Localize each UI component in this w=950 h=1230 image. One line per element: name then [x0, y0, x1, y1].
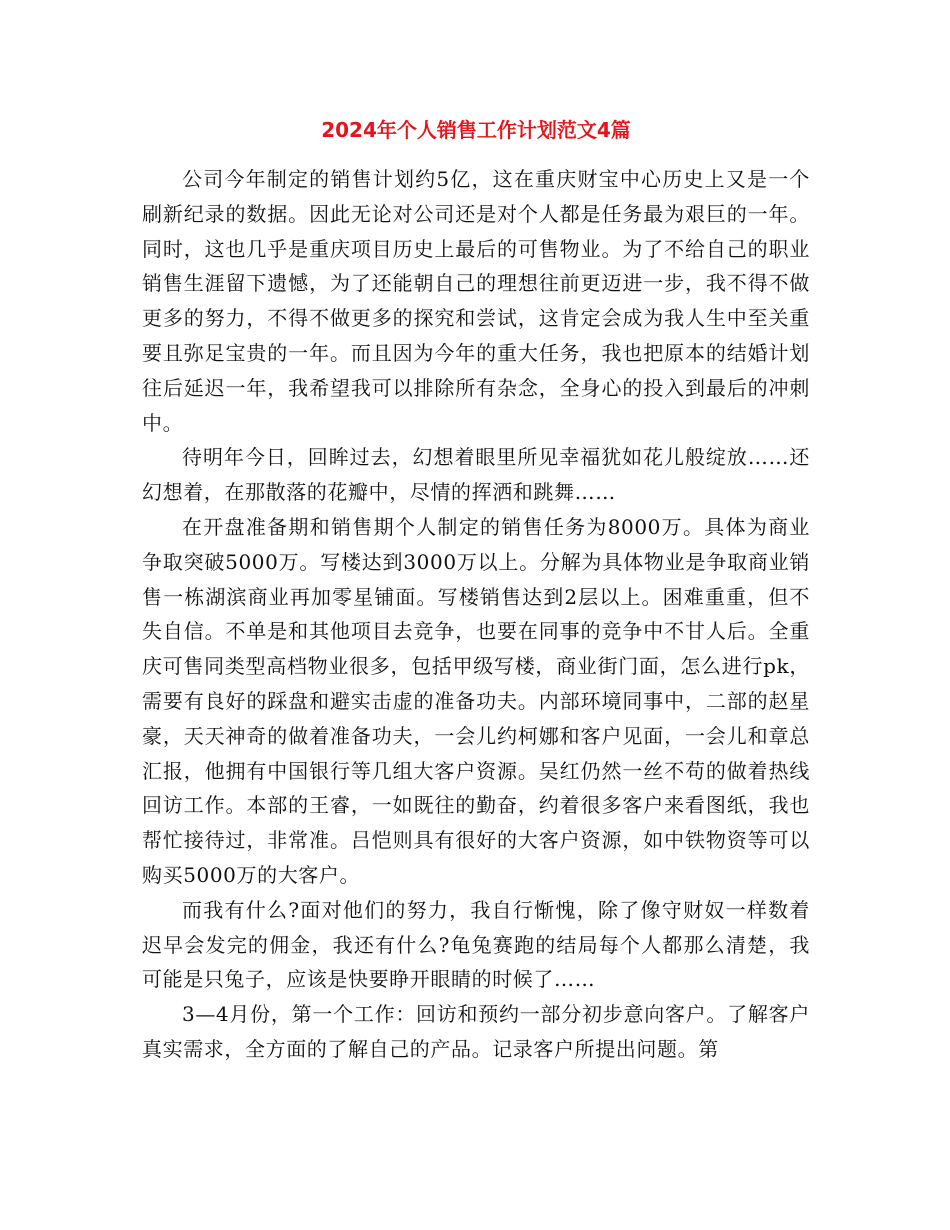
paragraph-1: 公司今年制定的销售计划约5亿，这在重庆财宝中心历史上又是一个刷新纪录的数据。因此无论对公司还是对个人都是任务最为艰巨的一年。同时，这也几乎是重庆项目历史上最后的可售物业。为了不给自己的职业销售生涯留下遗憾，为了还能朝自己的理想往前更迈进一步，我不得不做更多的努力，不得不做更多的探究和尝试，这肯定会成为我人生中至关重要且弥足宝贵的一年。而且因为今年的重大任务，我也把原本的结婚计划往后延迟一年，我希望我可以排除所有杂念，全身心的投入到最后的冲刺中。 [142, 167, 810, 435]
paragraph-5: 3—4月份，第一个工作：回访和预约一部分初步意向客户。了解客户真实需求，全方面的了解自己的产品。记录客户所提出问题。第 [142, 1002, 810, 1061]
paragraph-2: 待明年今日，回眸过去，幻想着眼里所见幸福犹如花儿般绽放……还幻想着，在那散落的花瓣中，尽情的挥洒和跳舞…… [142, 445, 810, 505]
paragraph-4: 而我有什么?面对他们的努力，我自行惭愧，除了像守财奴一样数着迟早会发完的佣金，我还有什么?龟兔赛跑的结局每个人都那么清楚，我可能是只兔子，应该是快要睁开眼睛的时候了…… [142, 897, 810, 992]
document-title: 2024年个人销售工作计划范文4篇 [321, 118, 631, 142]
paragraph-3: 在开盘准备期和销售期个人制定的销售任务为8000万。具体为商业争取突破5000万。写楼达到3000万以上。分解为具体物业是争取商业销售一栋湖滨商业再加零星铺面。写楼销售达到2层以上。困难重重，但不失自信。不单是和其他项目去竞争，也要在同事的竞争中不甘人后。全重庆可售同类型高档物业很多，包括甲级写楼，商业街门面，怎么进行pk，需要有良好的踩盘和避实击虚的准备功夫。内部环境同事中，二部的赵星豪，天天神奇的做着准备功夫，一会儿约柯娜和客户见面，一会儿和章总汇报，他拥有中国银行等几组大客户资源。吴红仍然一丝不苟的做着热线回访工作。本部的王睿，一如既往的勤奋，约着很多客户来看图纸，我也帮忙接待过，非常准。吕恺则具有很好的大客户资源，如中铁物资等可以购买5000万的大客户。 [142, 514, 810, 887]
